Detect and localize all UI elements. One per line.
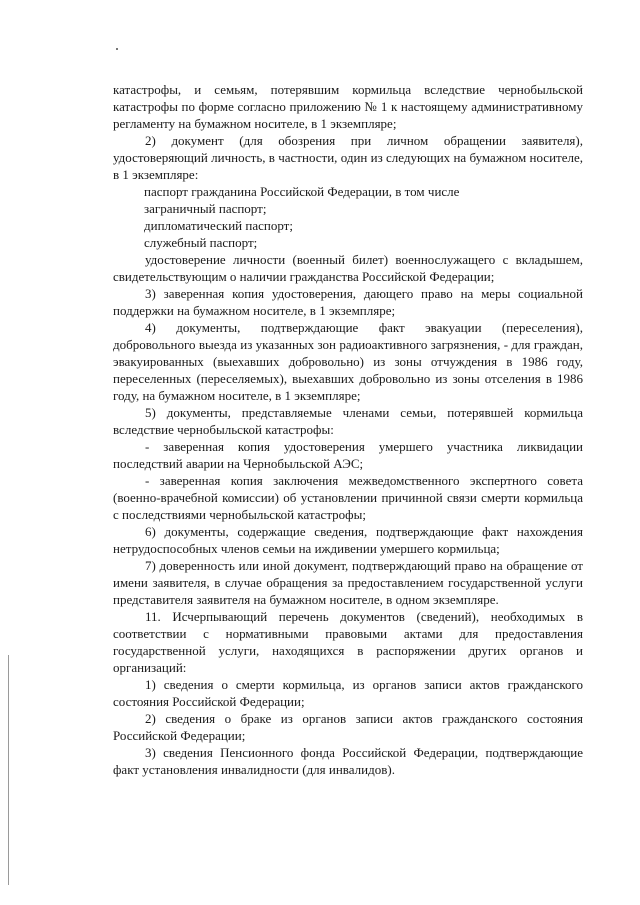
list-item-5-b: - заверенная копия заключения межведомственного экспертного совета (военно-врачебной комиссии) об установлении причинной связи смерти кормильца с последствиями чернобыльской катастрофы; bbox=[113, 473, 583, 522]
scan-margin-line bbox=[8, 655, 9, 885]
doc-passport-rf: паспорт гражданина Российской Федерации, в том числе bbox=[144, 184, 460, 199]
section-11-item-2: 2) сведения о браке из органов записи актов гражданского состояния Российской Федерации; bbox=[113, 711, 583, 743]
list-item-2: 2) документ (для обозрения при личном обращении заявителя), удостоверяющий личность, в частности, один из следующих на бумажном носителе, в 1 экземпляре: bbox=[113, 133, 583, 182]
doc-service-passport: служебный паспорт; bbox=[144, 235, 258, 250]
doc-foreign-passport: заграничный паспорт; bbox=[144, 201, 267, 216]
doc-diplomatic-passport: дипломатический паспорт; bbox=[144, 218, 293, 233]
list-item-6: 6) документы, содержащие сведения, подтверждающие факт нахождения нетрудоспособных членов семьи на иждивении умершего кормильца; bbox=[113, 524, 583, 556]
list-item-7: 7) доверенность или иной документ, подтверждающий право на обращение от имени заявителя, в случае обращения за предоставлением государственной услуги представителя заявителя на бумажном носителе, в одном экземпляре. bbox=[113, 558, 583, 607]
scan-dot bbox=[116, 48, 118, 50]
section-11-heading: 11. Исчерпывающий перечень документов (сведений), необходимых в соответствии с нормативными правовыми актами для предоставления государственной услуги, находящихся в распоряжении других органов и организаций: bbox=[113, 609, 583, 675]
list-item-4: 4) документы, подтверждающие факт эвакуации (переселения), добровольного выезда из указанных зон радиоактивного загрязнения, - для граждан, эвакуированных (выехавших добровольно) из зоны отчуждения в 1986 году, переселенных (переселяемых), выехавших добровольно из зоны отселения в 1986 году, на бумажном носителе, в 1 экземпляре; bbox=[113, 320, 583, 403]
section-11-item-1: 1) сведения о смерти кормильца, из органов записи актов гражданского состояния Российской Федерации; bbox=[113, 677, 583, 709]
doc-military-id: удостоверение личности (военный билет) военнослужащего с вкладышем, свидетельствующим о наличии гражданства Российской Федерации; bbox=[113, 252, 583, 284]
section-11-item-3: 3) сведения Пенсионного фонда Российской Федерации, подтверждающие факт установления инвалидности (для инвалидов). bbox=[113, 745, 583, 777]
list-item-3: 3) заверенная копия удостоверения, дающего право на меры социальной поддержки на бумажном носителе, в 1 экземпляре; bbox=[113, 286, 583, 318]
paragraph-continuation: катастрофы, и семьям, потерявшим кормильца вследствие чернобыльской катастрофы по форме согласно приложению № 1 к настоящему административному регламенту на бумажном носителе, в 1 экземпляре; bbox=[113, 82, 583, 131]
list-item-5: 5) документы, представляемые членами семьи, потерявшей кормильца вследствие чернобыльской катастрофы: bbox=[113, 405, 583, 437]
document-page bbox=[113, 81, 583, 778]
list-item-5-a: - заверенная копия удостоверения умершего участника ликвидации последствий аварии на Чернобыльской АЭС; bbox=[113, 439, 583, 471]
